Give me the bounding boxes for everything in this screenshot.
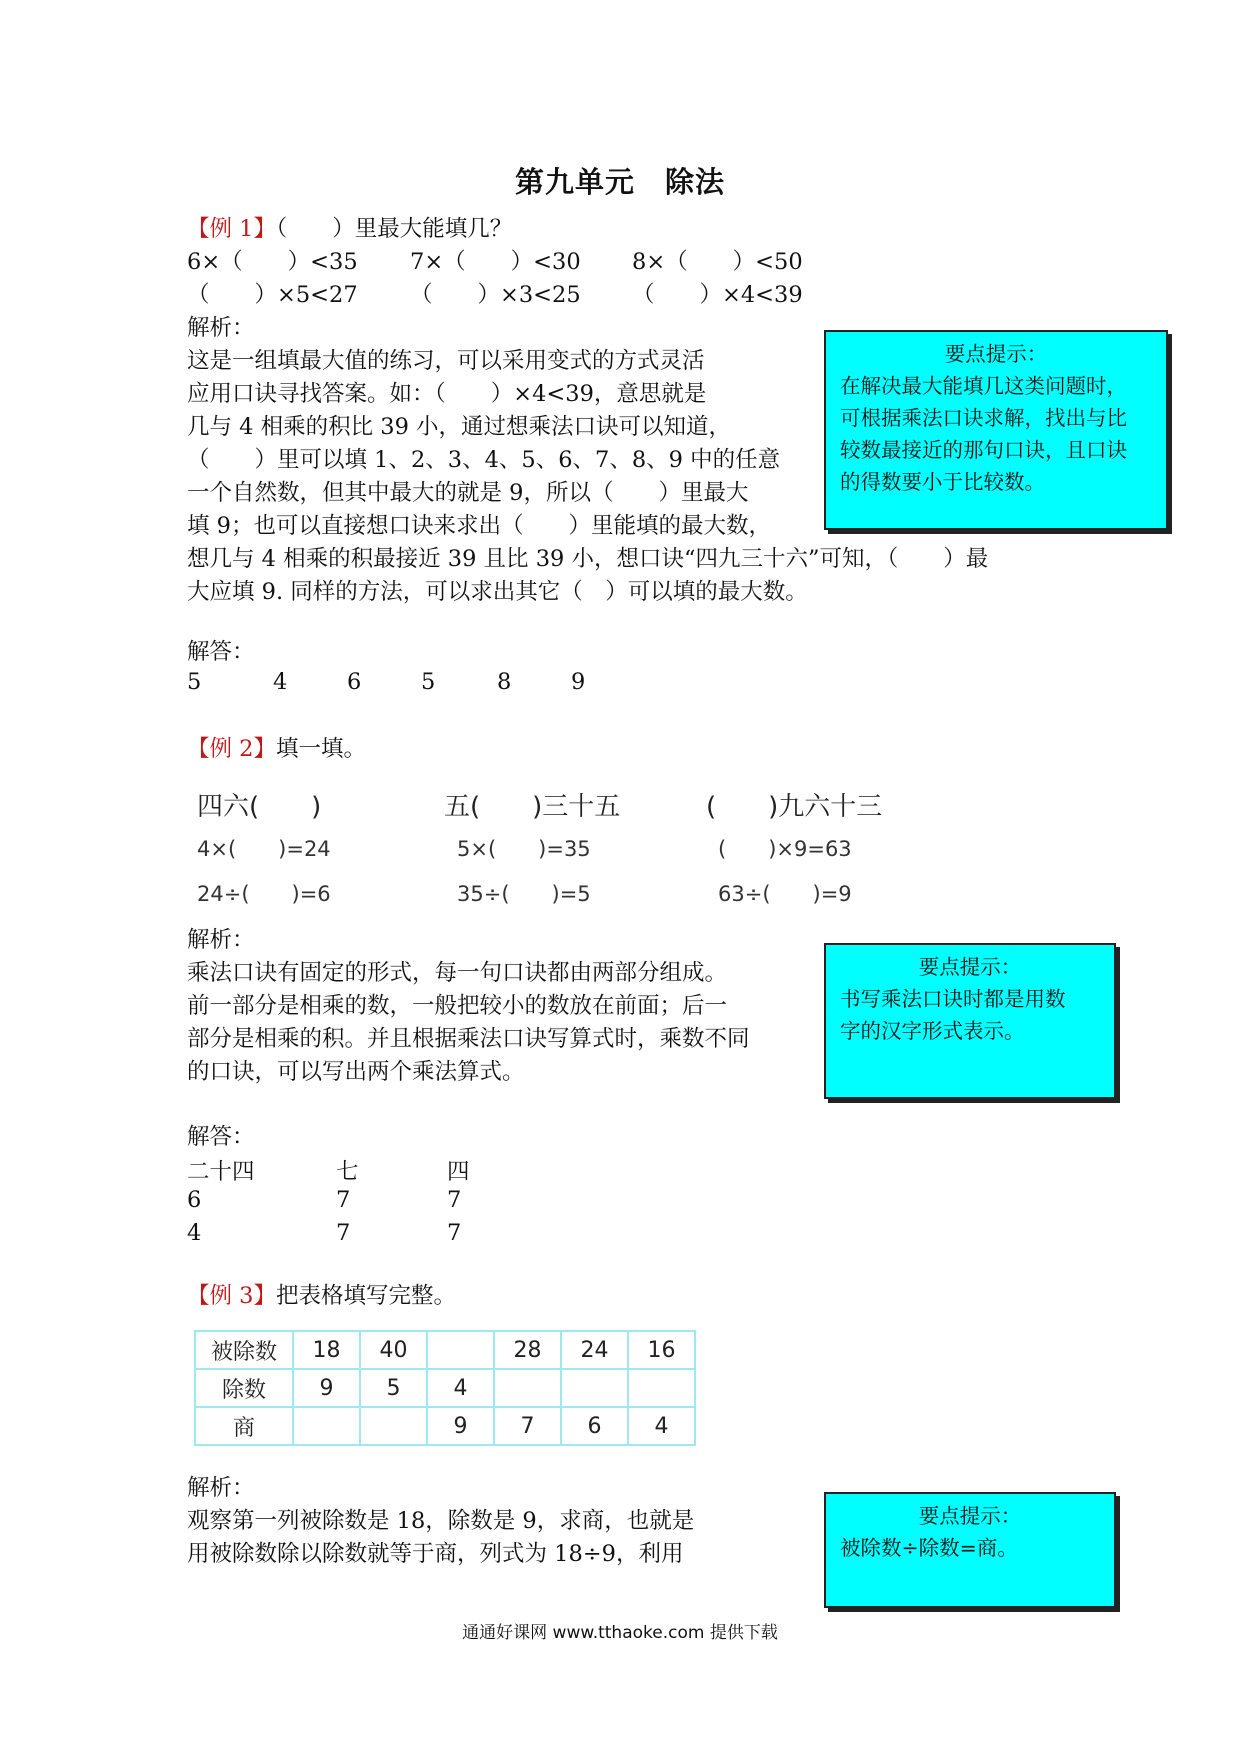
hint-line: 较数最接近的那句口诀，且口诀 [840, 438, 1127, 462]
hint-line: 可根据乘法口诀求解，找出与比 [840, 406, 1127, 430]
answer-value: 7 [336, 1187, 351, 1213]
fill-blank: 35÷( )=5 [457, 882, 591, 906]
example-1-item: 8×（ ）<50 [632, 249, 803, 275]
answer-value: 7 [336, 1220, 351, 1246]
table-cell: 9 [427, 1407, 494, 1445]
table-cell [628, 1369, 695, 1407]
answer-value: 4 [273, 669, 288, 695]
division-table [194, 1330, 696, 1446]
hint-line: 在解决最大能填几这类问题时， [840, 374, 1127, 398]
answer-value: 6 [347, 669, 362, 695]
hint-line: 被除数÷除数=商。 [840, 1536, 1018, 1560]
analysis-line: 的口诀，可以写出两个乘法算式。 [187, 1059, 525, 1085]
table-cell: 18 [293, 1331, 360, 1369]
analysis-line: 填 9；也可以直接想口诀来求出（ ）里能填的最大数， [187, 513, 771, 539]
analysis-label: 解析： [187, 315, 255, 341]
example-1-question [187, 213, 512, 246]
table-cell: 7 [494, 1407, 561, 1445]
analysis-line: （ ）里可以填 1、2、3、4、5、6、7、8、9 中的任意 [187, 447, 781, 473]
fill-blank: ( )×9=63 [718, 837, 852, 861]
hint-title: 要点提示： [918, 955, 1022, 979]
page-title: 第九单元 除法 [514, 165, 725, 199]
table-cell: 24 [561, 1331, 628, 1369]
answer-value: 8 [497, 669, 512, 695]
example-3-question-text: 把表格填写完整。 [275, 1283, 456, 1309]
answer-label: 解答： [187, 639, 255, 665]
hint-line: 的得数要小于比较数。 [840, 470, 1045, 494]
table-cell: 商 [195, 1407, 293, 1445]
analysis-line: 想几与 4 相乘的积最接近 39 且比 39 小，想口诀“四九三十六”可知，（ ）最 [187, 546, 989, 572]
hint-box [824, 330, 1168, 530]
answer-value: 6 [187, 1187, 202, 1213]
example-1-item: 7×（ ）<30 [410, 249, 581, 275]
analysis-line: 大应填 9. 同样的方法，可以求出其它（ ）可以填的最大数。 [187, 579, 808, 605]
answer-value: 四 [447, 1159, 470, 1185]
analysis-line: 前一部分是相乘的数，一般把较小的数放在前面；后一 [187, 993, 728, 1019]
table-cell: 40 [360, 1331, 427, 1369]
example-1-item: （ ）×4<39 [632, 282, 803, 308]
example-1-question-text: （ ）里最大能填几？ [275, 216, 513, 242]
table-cell [360, 1407, 427, 1445]
hint-box [824, 1492, 1116, 1608]
table-cell: 16 [628, 1331, 695, 1369]
example-1-item: 6×（ ）<35 [187, 249, 358, 275]
analysis-line: 几与 4 相乘的积比 39 小，通过想乘法口诀可以知道， [187, 414, 732, 440]
analysis-line: 一个自然数，但其中最大的就是 9，所以（ ）里最大 [187, 480, 749, 506]
hint-title: 要点提示： [944, 342, 1048, 366]
fill-blank: 24÷( )=6 [197, 882, 331, 906]
answer-value: 4 [187, 1220, 202, 1246]
example-1-item: （ ）×5<27 [187, 282, 358, 308]
analysis-line: 部分是相乘的积。并且根据乘法口诀写算式时，乘数不同 [187, 1026, 750, 1052]
table-cell: 4 [427, 1369, 494, 1407]
answer-value: 5 [421, 669, 436, 695]
table-cell [561, 1369, 628, 1407]
table-cell: 除数 [195, 1369, 293, 1407]
analysis-line: 乘法口诀有固定的形式，每一句口诀都由两部分组成。 [187, 960, 728, 986]
table-row [195, 1407, 695, 1445]
example-3-question [187, 1280, 456, 1313]
fill-blank: 四六( ) [197, 792, 322, 822]
table-row [195, 1369, 695, 1407]
analysis-line: 观察第一列被除数是 18，除数是 9，求商，也就是 [187, 1508, 695, 1534]
table-cell: 被除数 [195, 1331, 293, 1369]
table-cell: 6 [561, 1407, 628, 1445]
table-cell: 28 [494, 1331, 561, 1369]
answer-value: 七 [336, 1159, 359, 1185]
analysis-label: 解析： [187, 927, 255, 953]
fill-blank: 63÷( )=9 [718, 882, 852, 906]
answer-value: 5 [187, 669, 202, 695]
table-cell [427, 1331, 494, 1369]
example-2-question [187, 733, 366, 766]
analysis-line: 应用口诀寻找答案。如：（ ）×4<39，意思就是 [187, 381, 707, 407]
fill-blank: 4×( )=24 [197, 837, 331, 861]
hint-line: 书写乘法口诀时都是用数 [840, 987, 1066, 1011]
footer-text: 通通好课网 www.tthaoke.com 提供下载 [462, 1623, 778, 1643]
hint-title: 要点提示： [918, 1504, 1022, 1528]
hint-line: 字的汉字形式表示。 [840, 1019, 1025, 1043]
table-cell: 5 [360, 1369, 427, 1407]
analysis-line: 这是一组填最大值的练习，可以采用变式的方式灵活 [187, 348, 705, 374]
table-cell: 9 [293, 1369, 360, 1407]
fill-blank: ( )九六十三 [706, 792, 883, 822]
table-row [195, 1331, 695, 1369]
analysis-label: 解析： [187, 1475, 255, 1501]
fill-blank: 五( )三十五 [444, 792, 621, 822]
answer-value: 二十四 [187, 1159, 255, 1185]
example-1-tag: 【例 1】 [187, 216, 276, 242]
example-2-tag: 【例 2】 [187, 736, 276, 762]
table-cell: 4 [628, 1407, 695, 1445]
table-cell [494, 1369, 561, 1407]
hint-box [824, 943, 1116, 1099]
example-2-question-text: 填一填。 [275, 736, 366, 762]
example-3-tag: 【例 3】 [187, 1283, 276, 1309]
answer-label: 解答： [187, 1124, 255, 1150]
table-cell [293, 1407, 360, 1445]
answer-value: 7 [447, 1220, 462, 1246]
example-1-item: （ ）×3<25 [410, 282, 581, 308]
fill-blank: 5×( )=35 [457, 837, 591, 861]
analysis-line: 用被除数除以除数就等于商，列式为 18÷9，利用 [187, 1541, 684, 1567]
answer-value: 7 [447, 1187, 462, 1213]
answer-value: 9 [571, 669, 586, 695]
